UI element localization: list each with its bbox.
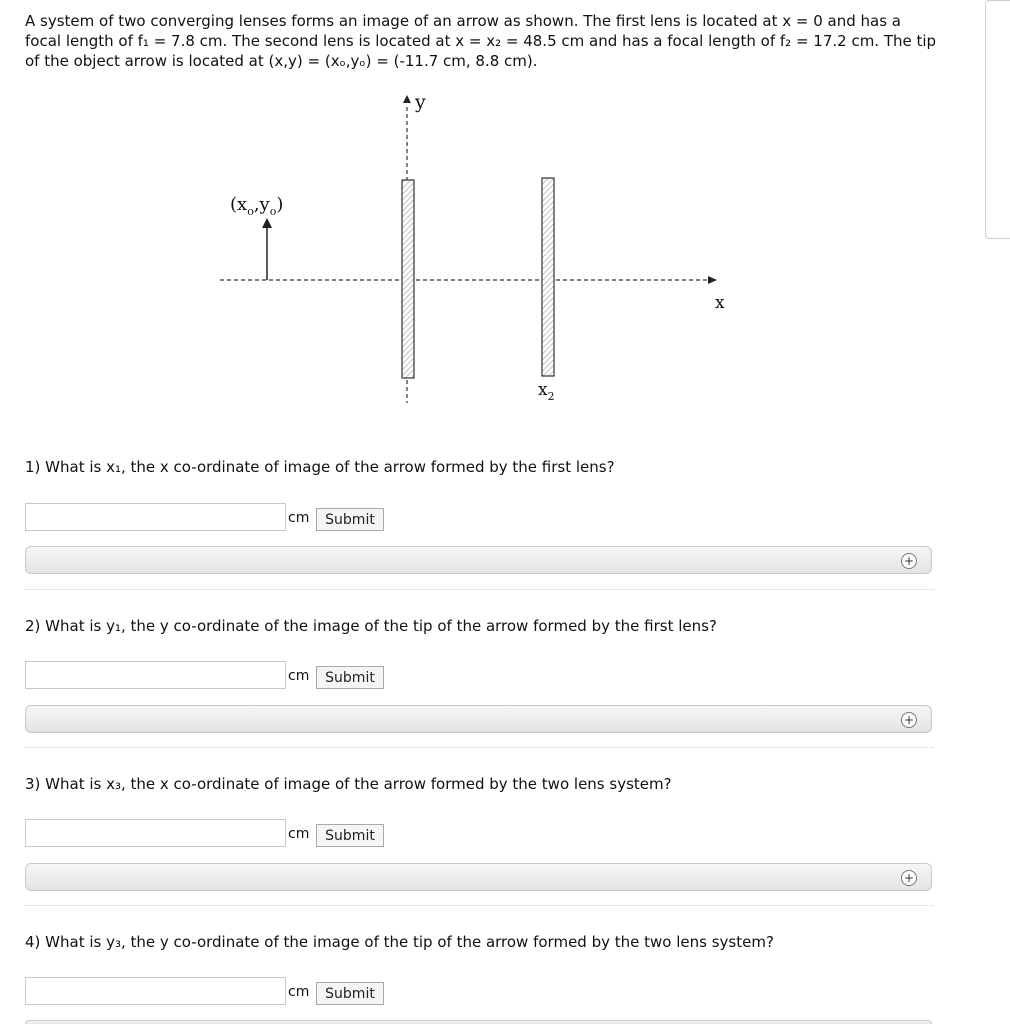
plus-circle-icon[interactable]: +: [901, 712, 917, 728]
unit-label-4: cm: [288, 984, 310, 1000]
first-lens: [402, 180, 414, 378]
hint-bar-4[interactable]: [25, 1020, 932, 1024]
object-tip-label: $(x_o,y_o)$: [230, 194, 284, 218]
submit-button-3[interactable]: Submit: [316, 824, 384, 847]
question-4-text: 4) What is y₃, the y co-ordinate of the image of the tip of the arrow formed by the two lens system?: [25, 933, 774, 951]
submit-button-4[interactable]: Submit: [316, 982, 384, 1005]
problem-statement: A system of two converging lenses forms an image of an arrow as shown. The first lens is located at x = 0 and has a focal length of f₁ = 7.8 cm. The second lens is located at x = x₂ = 48.5 cm and has a focal length of f₂ = 17.2 cm. The tip of the object arrow is located at (x,y) = (xₒ,yₒ) = (-11.7 cm, 8.8 cm).: [25, 12, 937, 70]
question-1-text: 1) What is x₁, the x co-ordinate of image of the arrow formed by the first lens?: [25, 458, 615, 476]
plus-circle-icon[interactable]: +: [901, 870, 917, 886]
unit-label-3: cm: [288, 826, 310, 842]
submit-button-2[interactable]: Submit: [316, 666, 384, 689]
question-3-text: 3) What is x₃, the x co-ordinate of image of the arrow formed by the two lens system?: [25, 775, 672, 793]
lens-diagram: [200, 85, 760, 415]
plus-circle-icon[interactable]: +: [901, 553, 917, 569]
x2-label: $x_2$: [538, 380, 555, 403]
hint-bar-1[interactable]: [25, 546, 932, 574]
divider-2: [25, 747, 934, 748]
answer-input-4[interactable]: [25, 977, 286, 1005]
answer-input-2[interactable]: [25, 661, 286, 689]
hint-bar-2[interactable]: [25, 705, 932, 733]
unit-label-1: cm: [288, 510, 310, 526]
answer-input-3[interactable]: [25, 819, 286, 847]
divider-1: [25, 589, 934, 590]
question-2-text: 2) What is y₁, the y co-ordinate of the image of the tip of the arrow formed by the first lens?: [25, 617, 717, 635]
x-axis: [220, 276, 717, 284]
divider-3: [25, 905, 934, 906]
side-panel-edge[interactable]: [985, 0, 1010, 239]
x-axis-label: x: [715, 293, 725, 313]
y-axis-label: y: [415, 91, 426, 113]
hint-bar-3[interactable]: [25, 863, 932, 891]
object-arrow: [262, 218, 272, 280]
unit-label-2: cm: [288, 668, 310, 684]
answer-input-1[interactable]: [25, 503, 286, 531]
submit-button-1[interactable]: Submit: [316, 508, 384, 531]
second-lens: [542, 178, 554, 376]
